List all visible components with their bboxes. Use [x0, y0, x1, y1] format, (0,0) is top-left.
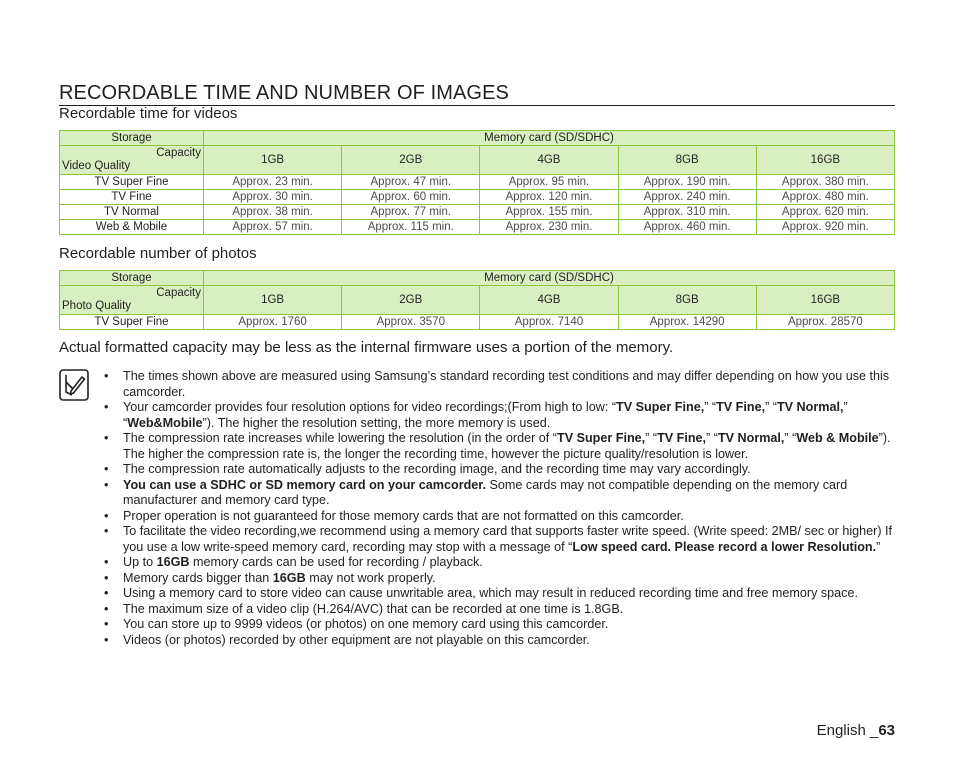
note-text: Memory cards bigger than — [123, 570, 273, 585]
note-item — [104, 602, 894, 618]
capacity-header: 16GB — [756, 146, 894, 175]
note-item — [104, 617, 894, 633]
capacity-note: Actual formatted capacity may be less as the internal firmware uses a portion of the memory. — [59, 339, 674, 356]
row-label: TV Super Fine — [60, 175, 204, 190]
capacity-header: 16GB — [756, 286, 894, 315]
note-text: ”). The higher the compression rate is, the longer the recording time, however the picture quality/resolution is lower. — [123, 431, 891, 461]
table-cell: Approx. 480 min. — [756, 190, 894, 205]
notes-list — [104, 369, 894, 648]
table-cell: Approx. 28570 — [756, 315, 894, 330]
table-cell: Approx. 120 min. — [480, 190, 618, 205]
row-label: TV Fine — [60, 190, 204, 205]
capacity-header: 4GB — [480, 146, 618, 175]
note-item — [104, 478, 894, 509]
note-text: TV Fine, — [716, 400, 766, 414]
capacity-header: 8GB — [618, 286, 756, 315]
table-cell: Approx. 77 min. — [342, 205, 480, 220]
capacity-header: 1GB — [204, 146, 342, 175]
table-cell: Approx. 240 min. — [618, 190, 756, 205]
memory-card-header: Memory card (SD/SDHC) — [204, 131, 895, 146]
table-row — [60, 220, 895, 235]
note-item — [104, 555, 894, 571]
videos-section-title: Recordable time for videos — [59, 105, 238, 122]
table-cell: Approx. 7140 — [480, 315, 618, 330]
quality-label: Video Quality — [62, 160, 131, 172]
table-row — [60, 205, 895, 220]
capacity-label: Capacity — [156, 147, 201, 159]
video-time-table — [59, 130, 895, 235]
note-text: TV Super Fine, — [557, 431, 646, 445]
table-cell: Approx. 60 min. — [342, 190, 480, 205]
note-text: TV Normal, — [717, 431, 785, 445]
note-text: The compression rate automatically adjusts to the recording image, and the recording time may vary accordingly. — [123, 462, 751, 476]
note-text: TV Fine, — [657, 431, 707, 445]
page-number: 63 — [878, 722, 895, 739]
storage-header: Storage — [60, 131, 204, 146]
table-cell: Approx. 460 min. — [618, 220, 756, 235]
table-cell: Approx. 380 min. — [756, 175, 894, 190]
row-label: TV Normal — [60, 205, 204, 220]
row-label: TV Super Fine — [60, 315, 204, 330]
note-text: The maximum size of a video clip (H.264/AVC) that can be recorded at one time is 1.8GB. — [123, 601, 624, 616]
table-cell: Approx. 230 min. — [480, 220, 618, 235]
note-text: TV Normal, — [776, 400, 844, 414]
table-cell: Approx. 620 min. — [756, 205, 894, 220]
table-cell: Approx. 95 min. — [480, 175, 618, 190]
page-title: RECORDABLE TIME AND NUMBER OF IMAGES — [59, 82, 895, 106]
capacity-header: 4GB — [480, 286, 618, 315]
capacity-quality-header — [60, 146, 204, 175]
capacity-header: 2GB — [342, 146, 480, 175]
note-text: Some cards may not compatible depending on the memory card manufacturer and memory card type. — [123, 477, 848, 507]
photo-count-table — [59, 270, 895, 330]
note-text: To facilitate the video recording,we recommend using a memory card that supports faster write speed. (Write speed: 2MB/ sec or higher) If you use a low write-speed memory card, recording may stop with a message of “ — [123, 524, 893, 554]
note-text: Using a memory card to store video can cause unwritable area, which may result in reduced recording time and free memory space. — [123, 586, 858, 600]
table-cell: Approx. 47 min. — [342, 175, 480, 190]
footer-language: English _ — [816, 722, 879, 739]
table-cell: Approx. 310 min. — [618, 205, 756, 220]
capacity-header: 8GB — [618, 146, 756, 175]
note-text: ” “ — [706, 431, 718, 445]
note-text: TV Super Fine, — [616, 400, 705, 414]
note-text: ” — [876, 539, 881, 554]
note-text: 16GB — [156, 555, 190, 569]
note-text: ” “ — [784, 431, 797, 445]
note-item — [104, 400, 894, 431]
note-item — [104, 571, 894, 587]
note-pencil-icon — [59, 369, 89, 401]
table-row — [60, 175, 895, 190]
table-cell: Approx. 14290 — [618, 315, 756, 330]
quality-label: Photo Quality — [62, 300, 132, 312]
note-item — [104, 633, 894, 649]
note-text: Web&Mobile — [127, 415, 203, 430]
memory-card-header: Memory card (SD/SDHC) — [204, 271, 895, 286]
capacity-header: 1GB — [204, 286, 342, 315]
table-cell: Approx. 3570 — [342, 315, 480, 330]
note-text: ” “ — [765, 400, 777, 414]
table-row — [60, 190, 895, 205]
note-text: ” “ — [123, 400, 848, 430]
table-cell: Approx. 23 min. — [204, 175, 342, 190]
table-cell: Approx. 57 min. — [204, 220, 342, 235]
note-item — [104, 369, 894, 400]
note-item — [104, 509, 894, 525]
page-footer — [817, 722, 895, 740]
note-text: Your camcorder provides four resolution options for video recordings;(From high to low: “ — [123, 400, 617, 414]
table-row — [60, 315, 895, 330]
table-cell: Approx. 920 min. — [756, 220, 894, 235]
note-item — [104, 431, 894, 462]
note-text: may not work properly. — [305, 570, 436, 585]
row-label: Web & Mobile — [60, 220, 204, 235]
capacity-quality-header — [60, 286, 204, 315]
note-text: 16GB — [272, 570, 306, 585]
capacity-header: 2GB — [342, 286, 480, 315]
note-text: Low speed card. Please record a lower Resolution. — [572, 539, 877, 554]
note-text: ”). The higher the resolution setting, the more memory is used. — [202, 415, 551, 430]
table-cell: Approx. 1760 — [204, 315, 342, 330]
note-text: You can use a SDHC or SD memory card on your camcorder. — [123, 477, 486, 492]
table-cell: Approx. 38 min. — [204, 205, 342, 220]
photos-section-title: Recordable number of photos — [59, 245, 257, 262]
note-item — [104, 586, 894, 602]
table-cell: Approx. 30 min. — [204, 190, 342, 205]
note-text: Videos (or photos) recorded by other equipment are not playable on this camcorder. — [123, 632, 590, 647]
storage-header: Storage — [60, 271, 204, 286]
note-text: ” “ — [704, 400, 717, 414]
note-text: Web & Mobile — [796, 431, 879, 445]
note-text: Up to — [123, 555, 157, 569]
note-text: You can store up to 9999 videos (or photos) on one memory card using this camcorder. — [123, 617, 609, 631]
note-text: Proper operation is not guaranteed for those memory cards that are not formatted on this camcorder. — [123, 508, 684, 523]
capacity-label: Capacity — [156, 287, 201, 299]
note-item — [104, 524, 894, 555]
note-item — [104, 462, 894, 478]
table-cell: Approx. 155 min. — [480, 205, 618, 220]
table-cell: Approx. 115 min. — [342, 220, 480, 235]
table-cell: Approx. 190 min. — [618, 175, 756, 190]
note-text: memory cards can be used for recording / playback. — [189, 555, 483, 569]
note-text: The times shown above are measured using Samsung’s standard recording test conditions and may differ depending on how you use this camcorder. — [123, 369, 890, 399]
note-text: ” “ — [645, 431, 658, 445]
note-text: The compression rate increases while lowering the resolution (in the order of “ — [123, 431, 557, 445]
